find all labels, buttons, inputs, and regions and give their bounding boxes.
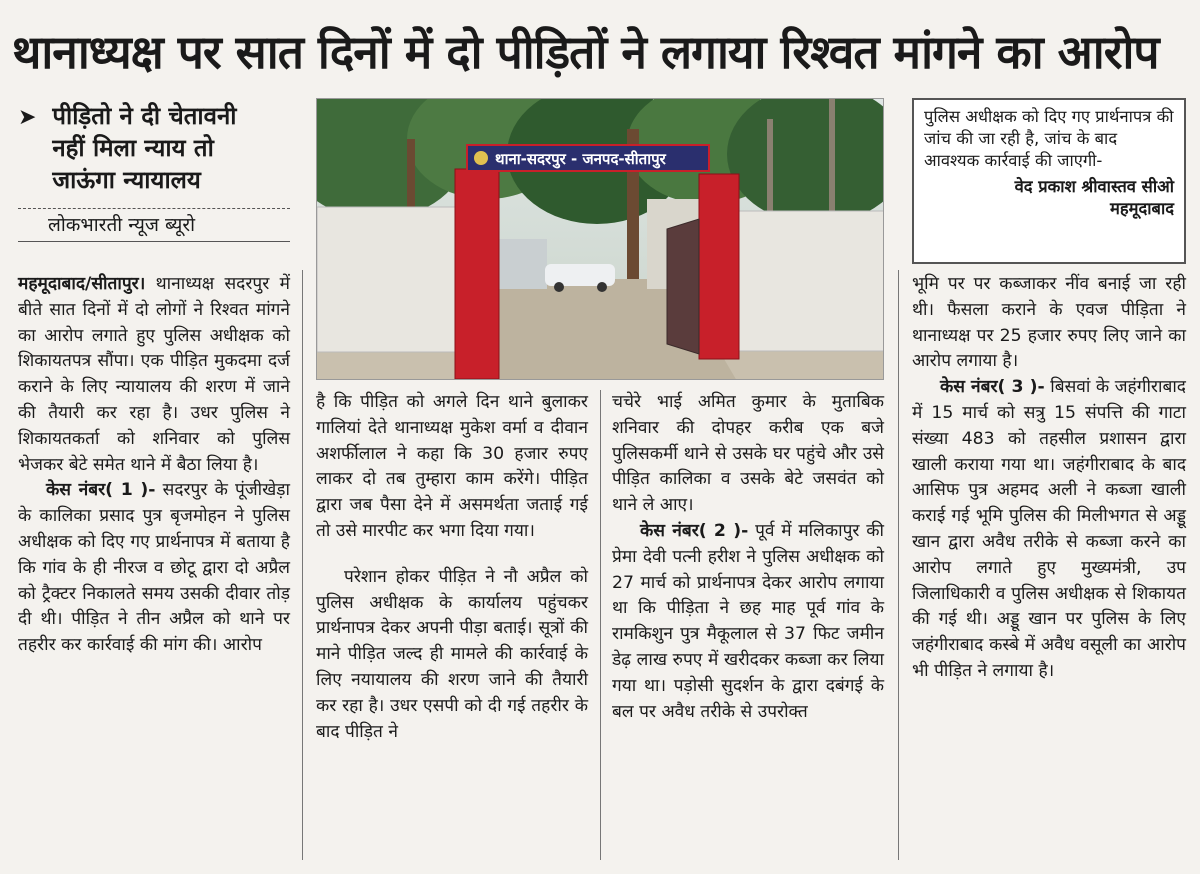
article-paragraph: है कि पीड़ित को अगले दिन थाने बुलाकर गालियां देते थानाध्यक्ष मुकेश वर्मा व दीवान अशर्फीलाल ने कहा कि 30 हजार रुपए लाकर दो तब तुम्हारा काम करेंगे। पीड़ित द्वारा जब पैसा देने में असमर्थता जताई गई तो उसे मारपीट कर भगा दिया गया। — [316, 392, 588, 541]
article-paragraph — [612, 519, 884, 725]
article-paragraph — [912, 375, 1186, 685]
article-column-1 — [18, 272, 290, 862]
column-divider — [898, 270, 899, 860]
article-column-4 — [912, 272, 1186, 862]
arrow-icon: ➤ — [18, 105, 37, 130]
article-column-2 — [316, 390, 588, 860]
article-paragraph — [18, 272, 290, 478]
quote-attribution-place: महमूदाबाद — [1110, 199, 1174, 218]
sub-headline-line: जाऊंगा न्यायालय — [52, 166, 201, 194]
paragraph-text: थानाध्यक्ष सदरपुर में बीते सात दिनों में दो लोगों ने रिश्वत मांगने का आरोप लगाते हुए पुलिस अधीक्षक को शिकायतपत्र सौंपा। एक पीड़ित मुकदमा दर्ज कराने के लिए न्यायालय की शरण में जाने की तैयारी कर रहा है। उधर पुलिस ने शिकायतकर्ता को शनिवार को पुलिस भेजकर बेटे समेत थाने में बैठा लिया है। — [18, 274, 290, 475]
headline: थानाध्यक्ष पर सात दिनों में दो पीड़ितों ने लगाया रिश्वत मांगने का आरोप — [12, 25, 1159, 79]
gate-sign-text: थाना-सदरपुर - जनपद-सीतापुर — [495, 150, 666, 168]
article-column-3 — [612, 390, 884, 860]
official-quote-box — [912, 98, 1186, 264]
paragraph-text: पूर्व में मलिकापुर की प्रेमा देवी पत्नी हरीश ने पुलिस अधीक्षक को 27 मार्च को प्रार्थनापत्र देकर आरोप लगाया था कि पीड़िता ने छह माह पूर्व गांव के रामकिशुन पुत्र मैकूलाल से 37 फिट जमीन डेढ़ लाख रुपए में खरीदकर कब्जा कर लिया गया था। पड़ोसी सुदर्शन के द्वारा दबंगई के बल पर अवैध तरीके से उपरोक्त — [612, 520, 884, 722]
case-1-label: केस नंबर( 1 )- — [46, 480, 156, 501]
police-station-gate-image — [317, 99, 884, 380]
dateline: महमूदाबाद/सीतापुर। — [18, 274, 146, 294]
paragraph-text: बिसवां के जहंगीराबाद में 15 मार्च को सत्रु 15 संपत्ति की गाटा संख्या 483 को तहसील प्रशासन द्वारा खाली कराया गया था। जहंगीराबाद के बाद आसिफ पुत्र अहमद अली ने कब्जा खाली कराई गई भूमि पुलिस की मिलीभगत से अड्डू खान द्वारा अवैध तरीके से कब्जा करने का आरोप लगाते हुए मुख्यमंत्री, उप जिलाधिकारी व पुलिस अधीक्षक से शिकायत की गई थी। अड्डू खान पर पुलिस के लिए जहंगीराबाद कस्बे में अवैध वसूली का आरोप भी पीड़ित ने लगाया है। — [912, 377, 1186, 681]
quote-text: पुलिस अधीक्षक को दिए गए प्रार्थनापत्र की जांच की जा रही है, जांच के बाद आवश्यक कार्रवाई की जाएगी- — [924, 107, 1174, 170]
article-paragraph — [18, 478, 290, 659]
sub-headline — [18, 100, 298, 196]
police-station-photo — [316, 98, 884, 380]
sub-headline-lines — [52, 100, 297, 196]
case-2-label: केस नंबर( 2 )- — [640, 520, 749, 541]
column-divider — [302, 270, 303, 860]
sub-headline-line: नहीं मिला न्याय तो — [52, 134, 214, 162]
column-divider — [600, 390, 601, 860]
byline: लोकभारती न्यूज ब्यूरो — [18, 208, 290, 242]
article-paragraph: परेशान होकर पीड़ित ने नौ अप्रैल को पुलिस अधीक्षक के कार्यालय पहुंचकर प्रार्थनापत्र देकर अपनी पीड़ा बताई। सूत्रों की माने पीड़ित जल्द ही मामले की कार्रवाई के लिए नयायालय की शरण जाने की तैयारी कर रहा है। उधर एसपी को दी गई तहरीर के बाद पीड़ित ने — [316, 566, 588, 742]
sub-headline-line: पीड़ितो ने दी चेतावनी — [52, 102, 237, 130]
article-paragraph: भूमि पर पर कब्जाकर नींव बनाई जा रही थी। फैसला कराने के एवज पीड़िता ने थानाध्यक्ष पर 25 हजार रुपए लिए जाने का आरोप लगाया है। — [912, 274, 1186, 372]
quote-attribution-name: वेद प्रकाश श्रीवास्तव सीओ — [1014, 177, 1174, 196]
case-3-label: केस नंबर( 3 )- — [940, 377, 1045, 398]
article-paragraph: चचेरे भाई अमित कुमार के मुताबिक शनिवार की दोपहर करीब एक बजे पुलिसकर्मी थाने से उसके घर पहुंचे और उसे पीड़ित कालिका व उसके बेटे जसवंत को थाने ले आए। — [612, 392, 884, 516]
paragraph-text: सदरपुर के पूंजीखेड़ा के कालिका प्रसाद पुत्र बृजमोहन ने पुलिस अधीक्षक को दिए गए प्रार्थनापत्र में बताया है कि गांव के ही नीरज व छोटू द्वारा दो अप्रैल को ट्रैक्टर निकालते समय उसकी दीवार तोड़ दी थी। पीड़ित ने तीन अप्रैल को थाने पर तहरीर कर कार्रवाई की मांग की। आरोप — [18, 480, 290, 656]
